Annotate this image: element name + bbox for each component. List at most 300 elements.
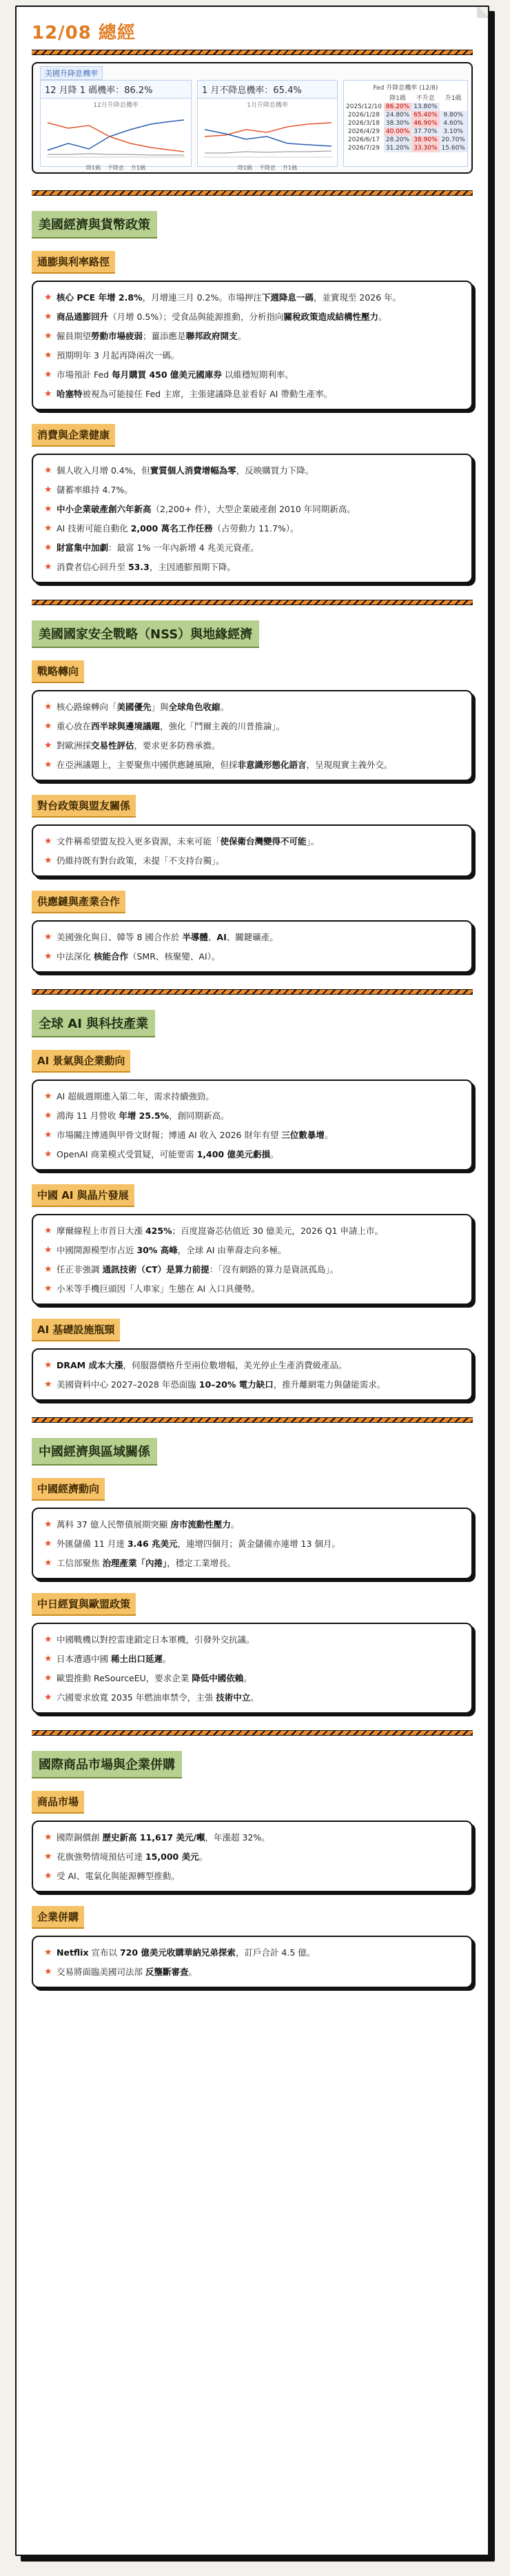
highlight-text: 使保衛台灣變得不可能	[220, 836, 307, 846]
list-item	[44, 1359, 460, 1372]
subsection-title: 戰略轉向	[32, 660, 84, 683]
bullet-text	[57, 1519, 460, 1531]
fed-meeting-date: 2026/4/29	[347, 128, 380, 135]
plain-text: ：「沒有網路的算力是資訊孤島」。	[209, 1264, 339, 1275]
fed-probability-cell: 86.20%	[384, 103, 411, 111]
bullet-text	[57, 1832, 460, 1844]
table-row	[344, 111, 467, 119]
fed-probability-cell: 15.60%	[440, 144, 467, 152]
star-icon: ★	[44, 1519, 52, 1530]
plain-text: ，連增四個月；黃金儲備亦連增 13 個月。	[177, 1539, 340, 1549]
plain-text: 日本遭遇中國	[57, 1654, 111, 1664]
list-item	[44, 951, 460, 963]
plain-text: 對歐洲採	[57, 740, 92, 751]
highlight-text: 交易性評估	[91, 740, 134, 751]
highlight-text: 全球角色收縮	[168, 702, 221, 712]
list-item	[44, 349, 460, 362]
highlight-text: 年增 25.5%	[119, 1110, 170, 1121]
bullet-text	[57, 388, 460, 400]
list-item	[44, 561, 460, 574]
star-icon: ★	[44, 523, 52, 534]
fed-probability-cell: 31.20%	[384, 144, 411, 152]
plain-text: 。	[188, 1967, 198, 1977]
title-divider	[32, 50, 473, 55]
highlight-text: 實質個人消費增幅為零	[150, 465, 236, 476]
bullet-text	[57, 1129, 460, 1142]
star-icon: ★	[44, 1539, 52, 1549]
dec-legend	[41, 164, 191, 172]
star-icon: ★	[44, 760, 52, 770]
highlight-text: 中小企業破產創六年新高	[57, 504, 152, 514]
bullet-text	[57, 1359, 460, 1372]
plain-text: 儲蓄率維持 4.7%。	[57, 485, 133, 495]
plain-text: 個人收入月增 0.4%，但	[57, 465, 150, 476]
dec-probability-lines	[41, 109, 191, 164]
star-icon: ★	[44, 1832, 52, 1843]
plain-text: 。	[269, 1149, 279, 1159]
highlight-text: 核心 PCE 年增 2.8%	[57, 292, 143, 303]
section-divider	[32, 1417, 473, 1423]
list-item	[44, 330, 460, 343]
plain-text: ；薑添應是	[143, 331, 186, 341]
bullet-card	[32, 824, 473, 877]
highlight-text: Netflix	[57, 1947, 89, 1958]
plain-text: 。	[237, 331, 247, 341]
bullet-text	[57, 835, 460, 848]
highlight-text: 聯邦政府開支	[185, 331, 238, 341]
subsection-title: 供應鏈與產業合作	[32, 891, 125, 913]
highlight-text: 歷史新高 11,617 美元/噸	[102, 1832, 205, 1843]
highlight-text: 425%	[145, 1226, 172, 1236]
plain-text: 被視為可能接任 Fed 主席，主張建議降息並看好 AI 帶動生產率。	[82, 389, 333, 399]
star-icon: ★	[44, 702, 52, 712]
jan-probability-chart	[197, 80, 338, 171]
fed-probability-cell: 24.80%	[384, 111, 411, 119]
section-title: 中國經濟與區域關係	[32, 1438, 157, 1466]
bullet-text	[57, 1264, 460, 1276]
plain-text: ，主因通膨預期下降。	[149, 562, 236, 572]
highlight-text: 勞動市場疲弱	[91, 331, 143, 341]
plain-text: （占勞動力 11.7%）。	[212, 523, 299, 534]
bullet-text	[57, 1379, 460, 1391]
plain-text: （月增 0.5%）；受食品與能源推動，分析指向	[108, 312, 284, 322]
bullet-card	[32, 1214, 473, 1305]
dec-legend-cut: 降1碼	[85, 165, 101, 171]
fed-probability-table	[343, 80, 468, 167]
list-item	[44, 740, 460, 752]
dec-probability-title: 12 月降 1 碼機率：86.2%	[41, 81, 191, 99]
fed-probability-cell: 4.60%	[440, 119, 467, 128]
list-item	[44, 388, 460, 400]
star-icon: ★	[44, 292, 52, 303]
highlight-text: 美國優先	[116, 702, 152, 712]
plain-text: 歐盟推動 ReSourceEU，要求企業	[57, 1673, 192, 1683]
bullet-text	[57, 701, 460, 713]
star-icon: ★	[44, 1091, 52, 1102]
list-item	[44, 465, 460, 477]
bullet-text	[57, 1634, 460, 1646]
fed-table-header: 降1碼	[389, 95, 406, 102]
plain-text: 」與	[151, 702, 169, 712]
bullet-text	[57, 720, 460, 733]
fed-probability-cell: 13.80%	[411, 103, 439, 111]
list-item	[44, 311, 460, 323]
highlight-text: 財富集中加劇	[57, 542, 109, 553]
bullet-text	[57, 330, 460, 343]
list-item	[44, 1148, 460, 1161]
fed-probability-cell: 38.30%	[384, 119, 411, 128]
highlight-text: 商品通膨回升	[57, 312, 109, 322]
list-item	[44, 1264, 460, 1276]
plain-text: 僱員期望	[57, 331, 92, 341]
list-item	[44, 1557, 460, 1570]
plain-text: 、	[207, 932, 217, 942]
plain-text: 」。	[306, 836, 320, 846]
plain-text: （SMR、核聚變、AI）。	[128, 951, 221, 962]
bullet-text	[57, 951, 460, 963]
highlight-text: 下週降息一碼	[261, 292, 314, 303]
bullet-text	[57, 740, 460, 752]
subsection-title: 中國 AI 與晶片發展	[32, 1184, 134, 1207]
page-title: 12/08 總經	[32, 23, 136, 43]
star-icon: ★	[44, 740, 52, 751]
highlight-text: 720 億美元收購華納兄弟探索	[119, 1947, 236, 1958]
page-card	[15, 6, 489, 2556]
list-item	[44, 1634, 460, 1646]
plain-text: ，呈現現實主義外交。	[306, 760, 393, 770]
star-icon: ★	[44, 1558, 52, 1568]
bullet-text	[57, 465, 460, 477]
fed-table-header: 升1碼	[445, 95, 462, 102]
section-divider	[32, 1730, 473, 1736]
plain-text: ，訂戶合計 4.5 億。	[235, 1947, 316, 1958]
highlight-text: 2,000 萬名工作任務	[130, 523, 213, 534]
star-icon: ★	[44, 1130, 52, 1140]
plain-text: 。	[230, 1519, 240, 1530]
dec-legend-hike: 升1碼	[131, 165, 146, 171]
jan-legend-hike: 升1碼	[283, 165, 298, 171]
star-icon: ★	[44, 855, 52, 866]
bullet-card	[32, 1508, 473, 1579]
fed-probability-cell: 46.90%	[411, 119, 439, 128]
fed-meeting-date: 2026/3/18	[347, 120, 380, 127]
fed-table-title: Fed 升降息機率 (12/8)	[373, 85, 438, 92]
highlight-text: 半導體	[182, 932, 208, 942]
fed-table-header	[344, 92, 384, 103]
plain-text: AI 技術可能自動化	[57, 523, 131, 534]
list-item	[44, 720, 460, 733]
plain-text: 預期明年 3 月起再降兩次一碼。	[57, 350, 180, 361]
section-title: 國際商品市場與企業併購	[32, 1751, 182, 1778]
list-item	[44, 1947, 460, 1959]
fed-meeting-date: 2025/12/10	[346, 103, 382, 110]
highlight-text: 通訊技術（CT）是算力前提	[102, 1264, 210, 1275]
dec-legend-hold: 不降息	[108, 165, 124, 171]
bullet-card	[32, 690, 473, 781]
star-icon: ★	[44, 1673, 52, 1683]
jan-legend-hold: 不降息	[259, 165, 276, 171]
jan-probability-lines	[198, 109, 337, 164]
plain-text: 外匯儲備 11 月達	[57, 1539, 127, 1549]
list-item	[44, 369, 460, 381]
plain-text: 中國開源模型市占近	[57, 1245, 137, 1255]
highlight-text: 非意識形態化語言	[237, 760, 307, 770]
list-item	[44, 835, 460, 848]
bullet-text	[57, 1148, 460, 1161]
star-icon: ★	[44, 932, 52, 942]
fed-probability-cell: 65.40%	[411, 111, 439, 119]
section-divider	[32, 600, 473, 605]
dec-probability-chart	[40, 80, 192, 171]
plain-text: 六國要求放寬 2035 年燃油車禁令，主張	[57, 1692, 216, 1703]
section-title: 全球 AI 與科技產業	[32, 1010, 155, 1037]
star-icon: ★	[44, 1245, 52, 1255]
list-item	[44, 759, 460, 771]
highlight-text: 53.3	[127, 562, 150, 572]
section-title: 美國國家安全戰略（NSS）與地緣經濟	[32, 620, 259, 648]
star-icon: ★	[44, 1110, 52, 1121]
fed-probability-cell: 9.80%	[440, 111, 467, 119]
list-item	[44, 1653, 460, 1665]
star-icon: ★	[44, 465, 52, 476]
highlight-text: 30% 高峰	[136, 1245, 178, 1255]
highlight-text: 三位數暴增	[281, 1130, 325, 1140]
highlight-text: 3.46 兆美元	[127, 1539, 178, 1549]
plain-text: 重心放在	[57, 721, 92, 731]
section-title: 美國經濟與貨幣政策	[32, 211, 157, 239]
plain-text: ，全球 AI 由華裔走向多極。	[177, 1245, 287, 1255]
star-icon: ★	[44, 542, 52, 553]
section-divider	[32, 989, 473, 995]
list-item	[44, 292, 460, 304]
fed-probability-cell: 40.00%	[384, 128, 411, 136]
section-divider	[32, 190, 473, 196]
bullet-card	[32, 1079, 473, 1170]
star-icon: ★	[44, 331, 52, 341]
bullet-text	[57, 1653, 460, 1665]
star-icon: ★	[44, 369, 52, 380]
star-icon: ★	[44, 1379, 52, 1390]
highlight-text: 每月購買 450 億美元國庫券	[112, 369, 222, 380]
plain-text: （2,200+ 件），大型企業破產創 2010 年同期新高。	[151, 504, 356, 514]
list-item	[44, 1244, 460, 1257]
plain-text: 。	[198, 1852, 208, 1862]
bullet-card	[32, 1348, 473, 1401]
table-row	[344, 136, 467, 144]
plain-text: 在亞洲議題上，主要聚焦中國供應鏈風險，但採	[57, 760, 238, 770]
list-item	[44, 855, 460, 867]
list-item	[44, 503, 460, 516]
star-icon: ★	[44, 1654, 52, 1664]
star-icon: ★	[44, 485, 52, 495]
fed-probability-cell: 20.70%	[440, 136, 467, 144]
plain-text: 以維穩短期利率。	[221, 369, 294, 380]
subsection-title: AI 景氣與企業動向	[32, 1050, 130, 1073]
star-icon: ★	[44, 504, 52, 514]
star-icon: ★	[44, 350, 52, 361]
star-icon: ★	[44, 951, 52, 962]
fed-meeting-date: 2026/6/17	[347, 136, 380, 143]
subsection-title: 對台政策與盟友關係	[32, 795, 136, 818]
table-row	[344, 103, 467, 111]
jan-probability-title: 1 月不降息機率：65.4%	[198, 81, 337, 99]
star-icon: ★	[44, 1852, 52, 1862]
plain-text: ，推升離網電力與儲能需求。	[273, 1379, 386, 1390]
bullet-text	[57, 523, 460, 535]
bullet-text	[57, 561, 460, 574]
bullet-text	[57, 311, 460, 323]
plain-text: 市場預計 Fed	[57, 369, 112, 380]
star-icon: ★	[44, 389, 52, 399]
star-icon: ★	[44, 1149, 52, 1159]
content-sections	[32, 190, 473, 1988]
plain-text: OpenAI 商業模式受質疑，可能要需	[57, 1149, 197, 1159]
bullet-card	[32, 454, 473, 583]
list-item	[44, 1283, 460, 1295]
plain-text: 交易將面臨美國司法部	[57, 1967, 145, 1977]
plain-text: 花旗強勢情境預估可達	[57, 1852, 145, 1862]
plain-text: 、關鍵礦產。	[226, 932, 278, 942]
fed-probability-cell: 28.20%	[384, 136, 411, 144]
plain-text: ，年漲超 32%。	[205, 1832, 270, 1843]
table-row	[344, 144, 467, 152]
highlight-text: 治理產業「內捲」	[102, 1558, 167, 1568]
list-item	[44, 1091, 460, 1103]
plain-text: 中國戰機以對控雷達鎖定日本軍機，引發外交抗議。	[57, 1634, 255, 1645]
star-icon: ★	[44, 562, 52, 572]
plain-text: 消費者信心回升至	[57, 562, 128, 572]
fed-probability-cell: 37.70%	[411, 128, 439, 136]
bullet-text	[57, 1538, 460, 1550]
bullet-card	[32, 920, 473, 973]
list-item	[44, 1870, 460, 1883]
list-item	[44, 1225, 460, 1237]
plain-text: ，要求更多防務承擔。	[134, 740, 221, 751]
list-item	[44, 701, 460, 713]
star-icon: ★	[44, 1871, 52, 1881]
bullet-text	[57, 1672, 460, 1685]
highlight-text: 房市流動性壓力	[170, 1519, 231, 1530]
plain-text: ，強化「鬥爾主義的川普推論」。	[160, 721, 285, 731]
bullet-text	[57, 349, 460, 362]
highlight-text: 反壟斷審查	[145, 1967, 189, 1977]
list-item	[44, 1519, 460, 1531]
plain-text: 。	[324, 1130, 334, 1140]
page-corner-fold	[477, 6, 489, 18]
subsection-title: 商品市場	[32, 1791, 84, 1814]
star-icon: ★	[44, 1947, 52, 1958]
star-icon: ★	[44, 1967, 52, 1977]
bullet-text	[57, 1557, 460, 1570]
highlight-text: 技術中立	[216, 1692, 251, 1703]
fed-probability-cell	[440, 103, 467, 111]
table-row	[344, 128, 467, 136]
table-row	[344, 119, 467, 128]
plain-text: ，穩定工業增長。	[167, 1558, 236, 1568]
plain-text: 。	[220, 702, 229, 712]
highlight-text: 核能合作	[93, 951, 128, 962]
plain-text: 。	[163, 1654, 172, 1664]
plain-text: 國際銅價創	[57, 1832, 103, 1843]
plain-text: 鴻海 11 月營收	[57, 1110, 119, 1121]
plain-text: 。	[243, 1673, 252, 1683]
highlight-text: DRAM 成本大漲	[57, 1360, 123, 1370]
list-item	[44, 1538, 460, 1550]
fed-meeting-date: 2026/1/28	[347, 112, 380, 119]
highlight-text: AI	[216, 932, 227, 942]
highlight-text: 西半球與邊境議題	[91, 721, 161, 731]
highlight-text: 15,000 美元	[145, 1852, 199, 1862]
list-item	[44, 1692, 460, 1704]
plain-text: 。	[378, 312, 387, 322]
star-icon: ★	[44, 1634, 52, 1645]
list-item	[44, 1672, 460, 1685]
plain-text: 文件稱希望盟友投入更多資源，未來可能「	[57, 836, 221, 846]
plain-text: ，反映購買力下降。	[236, 465, 314, 476]
plain-text: 受 AI、電氣化與能源轉型推動。	[57, 1871, 180, 1881]
jan-legend-cut: 降1碼	[237, 165, 252, 171]
list-item	[44, 1129, 460, 1142]
list-item	[44, 1966, 460, 1978]
plain-text: ，伺服器價格升至兩位數增幅，美光停止生產消費級產品。	[123, 1360, 347, 1370]
highlight-text: 稀土出口延遲	[110, 1654, 163, 1664]
bullet-text	[57, 1966, 460, 1978]
plain-text: 宣布以	[88, 1947, 120, 1958]
plain-text: 萬科 37 億人民幣債展期突顯	[57, 1519, 171, 1530]
bullet-text	[57, 759, 460, 771]
bullet-card	[32, 1936, 473, 1988]
plain-text: ，創同期新高。	[169, 1110, 229, 1121]
subsection-title: 通膨與利率路徑	[32, 251, 115, 274]
bullet-text	[57, 484, 460, 496]
plain-text: ，月增連三月 0.2%。市場押注	[142, 292, 262, 303]
bullet-text	[57, 1091, 460, 1103]
star-icon: ★	[44, 1360, 52, 1370]
plain-text: AI 超級週期進入第二年，需求持續強勁。	[57, 1091, 214, 1102]
list-item	[44, 1832, 460, 1844]
fed-probability-cell: 33.30%	[411, 144, 439, 152]
bullet-text	[57, 855, 460, 867]
fed-table	[344, 92, 467, 152]
star-icon: ★	[44, 836, 52, 846]
rate-probability-panel	[32, 62, 473, 174]
star-icon: ★	[44, 721, 52, 731]
dec-probability-subtitle: 12月升降息機率	[93, 102, 139, 109]
fed-meeting-date: 2026/7/29	[347, 145, 380, 152]
fed-probability-cell: 38.90%	[411, 136, 439, 144]
highlight-text: 哈塞特	[57, 389, 83, 399]
highlight-text: 關稅政策造成結構性壓力	[283, 312, 379, 322]
list-item	[44, 1851, 460, 1863]
jan-probability-subtitle: 1月升降息機率	[247, 102, 288, 109]
highlight-text: 降低中國依賴	[192, 1673, 244, 1683]
fed-table-header: 不升息	[416, 95, 435, 102]
plain-text: 小米等手機巨頭因「人車家」生態在 AI 入口具優勢。	[57, 1284, 261, 1294]
fed-probability-cell: 3.10%	[440, 128, 467, 136]
bullet-card	[32, 1821, 473, 1892]
bullet-text	[57, 1692, 460, 1704]
bullet-text	[57, 1851, 460, 1863]
list-item	[44, 1110, 460, 1122]
plain-text: 任正非強調	[57, 1264, 103, 1275]
bullet-text	[57, 1870, 460, 1883]
subsection-title: AI 基礎設施瓶頸	[32, 1319, 120, 1341]
plain-text: 美國資料中心 2027–2028 年恐面臨	[57, 1379, 199, 1390]
bullet-text	[57, 1244, 460, 1257]
plain-text: 市場關注博通與甲骨文財報；博通 AI 收入 2026 財年有望	[57, 1130, 282, 1140]
list-item	[44, 542, 460, 554]
highlight-text: 1,400 億美元虧損	[196, 1149, 270, 1159]
